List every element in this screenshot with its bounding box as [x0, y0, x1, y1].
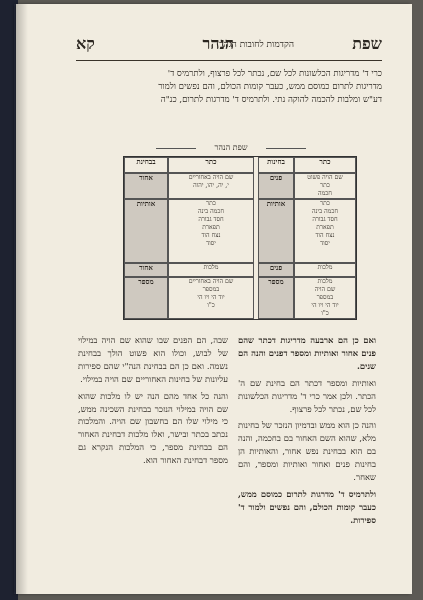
diagram-left-row-label: מספר	[124, 277, 168, 319]
header-section: הנהר	[202, 34, 234, 53]
diagram-right-row-label: פנים	[258, 173, 294, 199]
header-subtitle: הקדמות לחובות הגהר	[219, 40, 294, 50]
intro-line: מדריגות לתרום כמוסם ממש, כעבר קומות הכולם, והם נפשים ולמור	[158, 82, 382, 93]
diagram-left-col-header: כתר	[168, 157, 254, 173]
page-number: קא	[76, 34, 95, 53]
diagram-left-row-label: אותיות	[124, 199, 168, 263]
diagram-right-row-label: אותיות	[258, 199, 294, 263]
body-column-right	[238, 334, 376, 531]
body-paragraph: ולתרמיס ד' מדרגות לתרום כמוסם ממש, כעבר קומות הכולם, והם נפשים ולמור ד' ספירות.	[238, 488, 376, 525]
header-rule	[76, 60, 382, 61]
page-gutter-shadow	[16, 4, 28, 594]
diagram-right-row-label: מספר	[258, 277, 294, 319]
diagram-right-cell: מלכות שם הויה במספר יוד הי ויו הי כ"ו	[294, 277, 356, 319]
diagram-right-cell: כתר חכמה בינה חסד גבורה תפארת נצח הוד יסוד	[294, 199, 356, 263]
diagram-right-cell: מלכות	[294, 263, 356, 277]
diagram-title: שפת הנהר	[196, 142, 266, 154]
body-paragraph: שבה, הם הפנים שבו שהוא שם הויה במילוי של לבוש, וכולו הוא פשוט הולך בבחינת נשמה. ואם כן הם בבחינת הנה"י שהם ספירות עליונות של בחינות האחוריים שם הויה במילוי.	[78, 335, 228, 384]
running-header	[76, 34, 382, 56]
diagram-left-cell: מלכות	[168, 263, 254, 277]
intro-line: כרי ד' מדריגות הכלשונות לכל שם, נכתר לכל פרצוף, ולתרמיס ד'	[167, 69, 382, 79]
diagram-left-col-header: בבחינת	[124, 157, 168, 173]
body-paragraph: ואותיות ומספר דכתר הם בחינת שם ה' הכתר. ולכן אמר כרי ד' מדריגות הכלשונות לכל שם, נכתר לכל פרצוף.	[238, 377, 376, 414]
diagram-title-band	[156, 142, 306, 154]
body-paragraph: והנה כל אחד מהם הנה יש לו מלכות שהוא שם הויה במילוי הנזכר בבחינת השכינה ממש, כי מילוי שלו הם בחשבון שם הויה. והמלכות נכתב בכתר ובישר, ואלו מלכות דבחינת האחור הם בבחינת מספר, כי המלכות הנקרא גם מספר דבחינת האחור הוא.	[78, 390, 228, 466]
diagram-left-cell: שם הויה באחוריים במספר יוד הי ויו הי כ"ו	[168, 277, 254, 319]
book-page	[16, 4, 412, 594]
diagram-right-row-label: פנים	[258, 263, 294, 277]
intro-line: דע"ש ומלבות להכמה להוקה נתי. ולתרמיס ד' מדרגות לתרום, כנ"ה	[160, 95, 382, 106]
diagram-left-cell: כתר חכמה בינה חסד גבורה תפארת נצח הוד יסוד	[168, 199, 254, 263]
diagram-left-cell: שם הויה באחוריים י, יה, יהו, יהוה	[168, 173, 254, 199]
diagram-left-row-label: אחור	[124, 263, 168, 277]
body-paragraph: והנה כן הוא ממש ובדמיון הנזכר של בחינות מלא, שהוא השם האחור בם בחכמה, והנה בם הוא בבחינת נפש אחור, והאותיות הן בחינות פנים ואחור ואותיות ומספר, והם שאחר.	[238, 420, 376, 483]
body-paragraph: ואם כן הם ארבעה מדריגות דכתר שהם פנים אחור ואותיות ומספר דפנים והנה הם שנים.	[238, 335, 376, 371]
diagram-right-col-header: כתר	[294, 157, 356, 173]
body-column-left	[78, 334, 228, 471]
header-book-title: שפת	[352, 34, 382, 53]
diagram-right-cell: שם הויה פשוט כתר חכמה	[294, 173, 356, 199]
intro-paragraph	[74, 68, 382, 108]
diagram-left-row-label: אחור	[124, 173, 168, 199]
sefirot-diagram	[123, 156, 357, 320]
diagram-right-col-header: בחינות	[258, 157, 294, 173]
